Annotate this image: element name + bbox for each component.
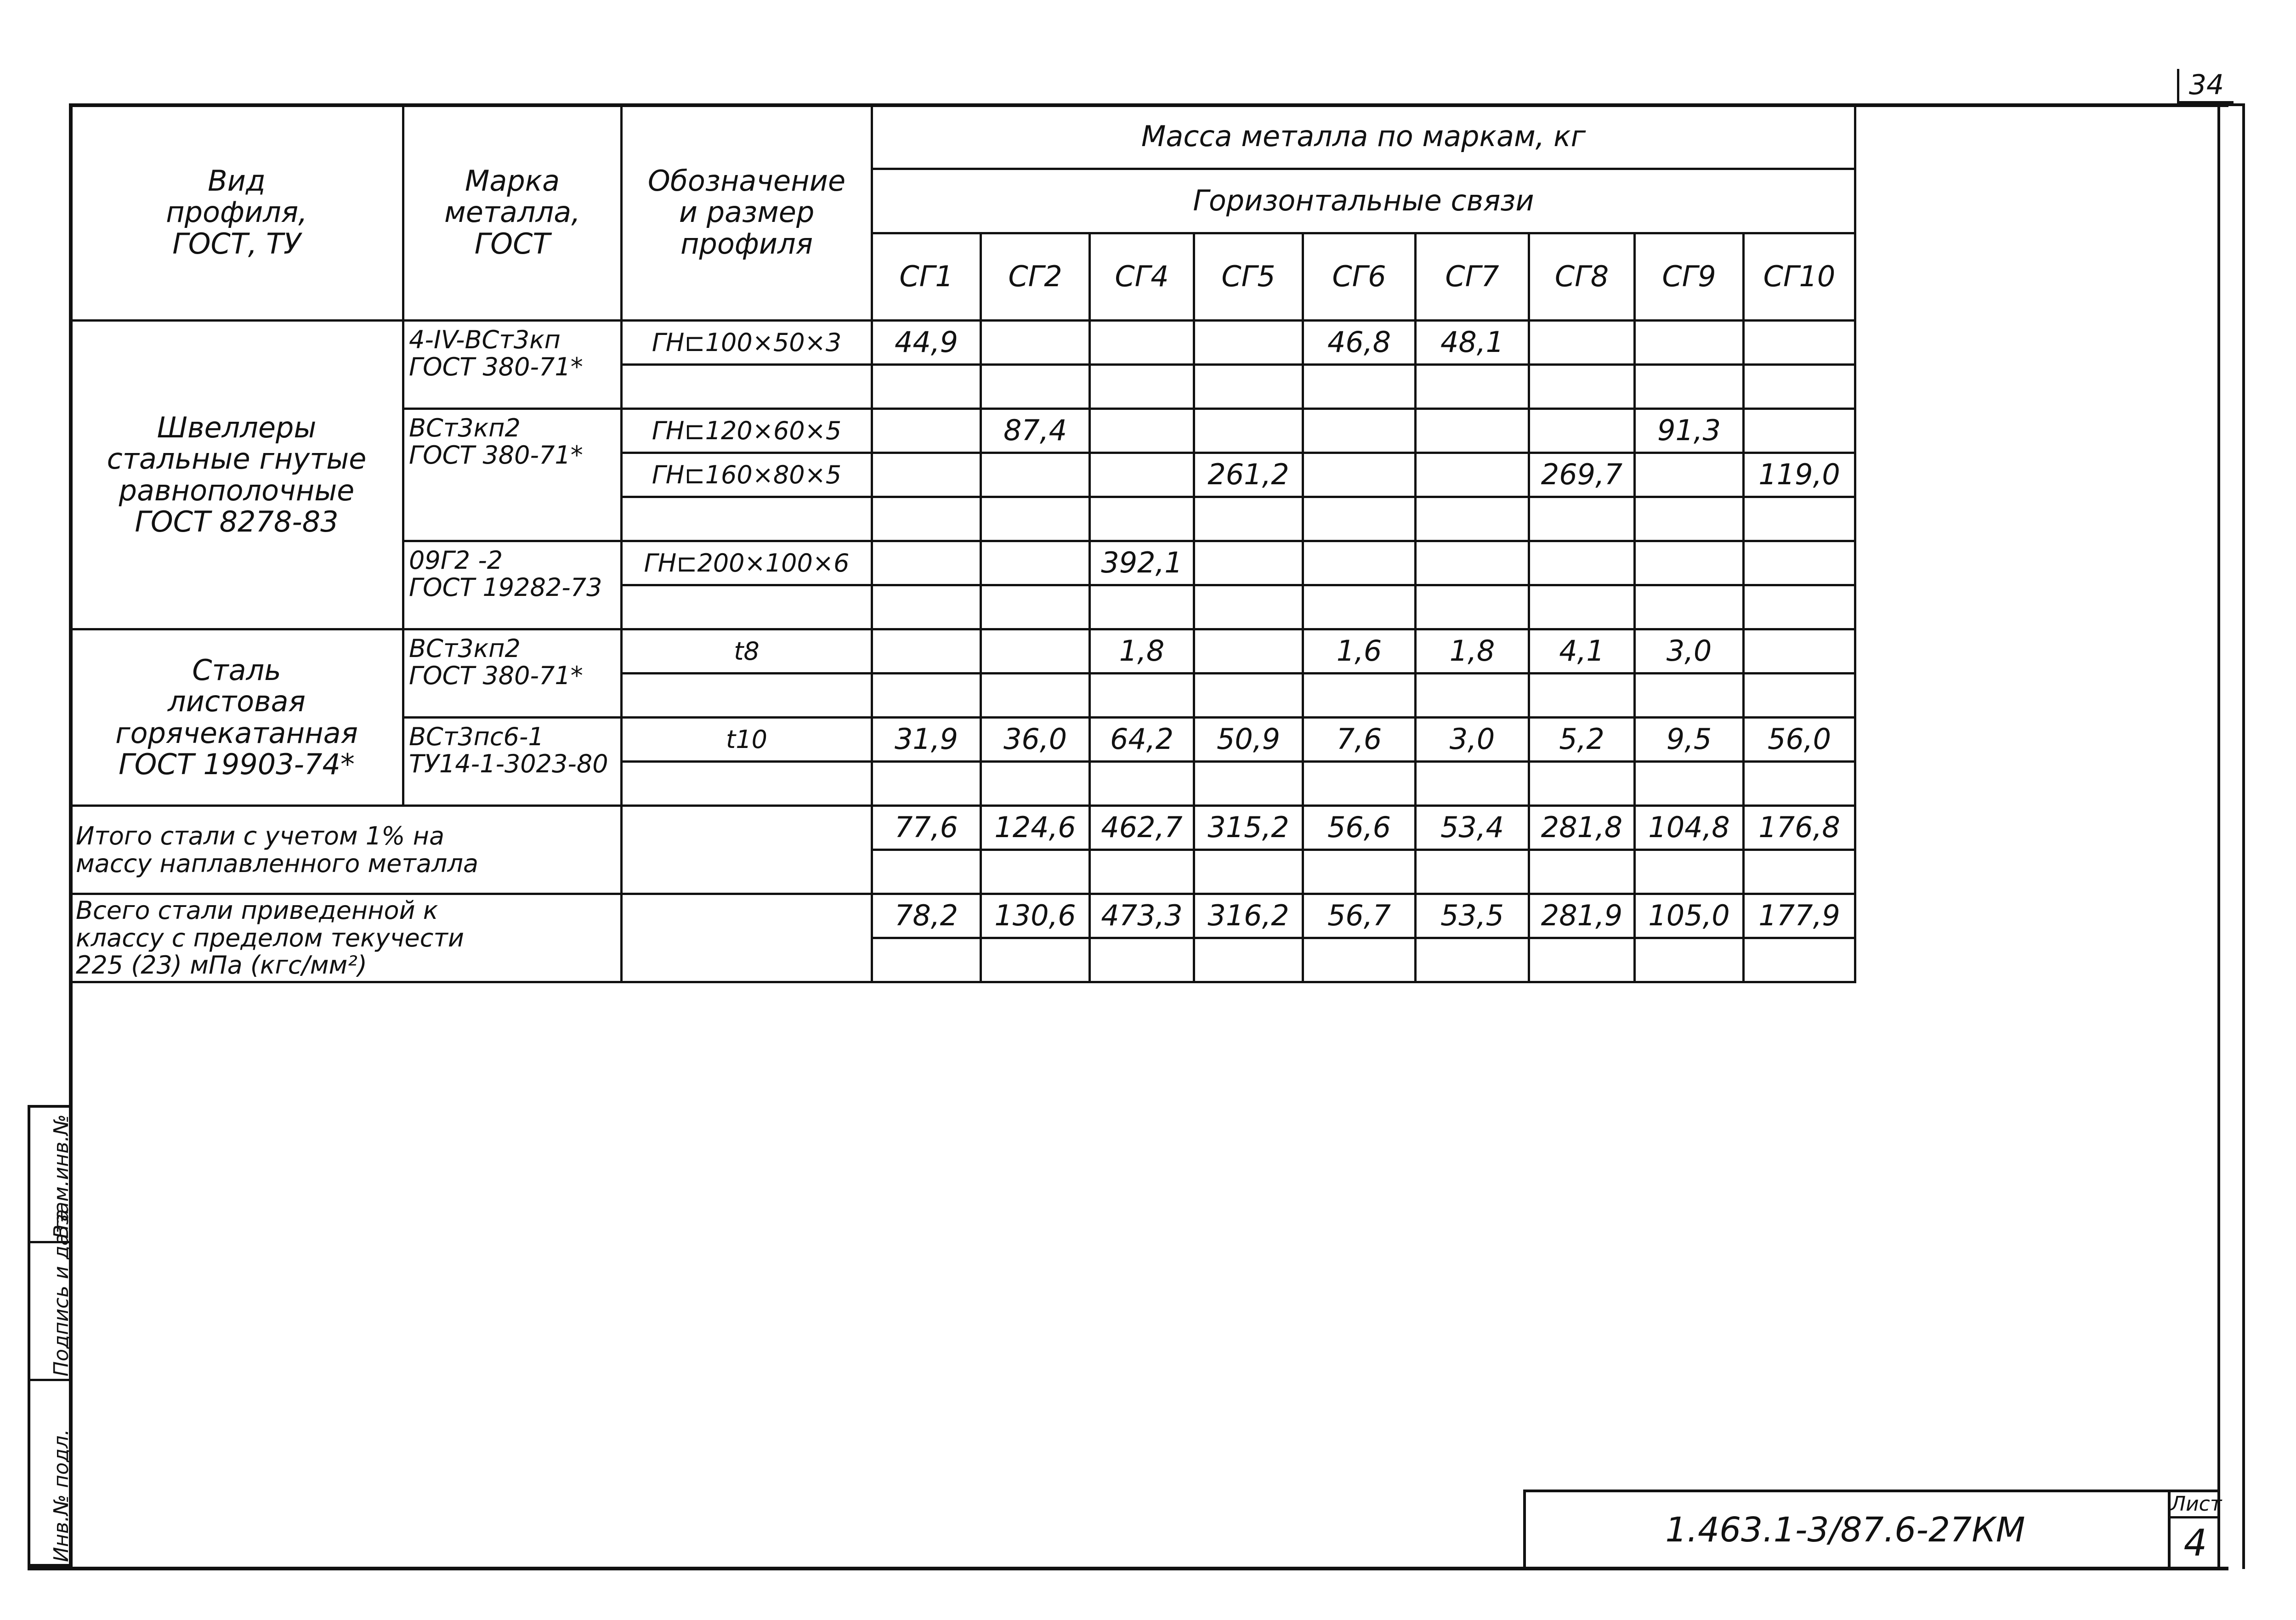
mass-cell: [1194, 365, 1303, 409]
mass-cell: 392,1: [1090, 541, 1194, 585]
mass-cell: [1635, 762, 1744, 806]
mass-cell: [1090, 453, 1194, 497]
grade-cell-line: ГОСТ 380-71*: [409, 441, 583, 470]
profile-cell-line: ГОСТ 8278-83: [135, 504, 339, 538]
mass-cell: [1090, 321, 1194, 365]
profile-cell: [70, 629, 403, 806]
mass-cell: [1529, 674, 1635, 718]
totals-value: 176,8: [1744, 806, 1855, 850]
totals-value: 105,0: [1635, 894, 1744, 938]
side-stamp-strip: [28, 1105, 73, 1567]
totals-value: 281,9: [1529, 894, 1635, 938]
profile-cell-line: равнополочные: [119, 473, 355, 507]
mass-cell: [872, 409, 981, 453]
totals-blank: [1303, 850, 1416, 894]
mass-cell: 3,0: [1416, 718, 1529, 762]
mass-cell: 1,6: [1303, 629, 1416, 674]
mass-cell: 9,5: [1635, 718, 1744, 762]
totals-label-line: Всего стали приведенной к: [76, 896, 438, 925]
mass-cell: [1303, 497, 1416, 541]
totals-value: 124,6: [981, 806, 1090, 850]
totals-value: 177,9: [1744, 894, 1855, 938]
totals-blank: [1744, 938, 1855, 982]
mass-cell: 91,3: [1635, 409, 1744, 453]
totals-value: 53,5: [1416, 894, 1529, 938]
mass-cell: [1090, 497, 1194, 541]
mass-cell: [1194, 321, 1303, 365]
header-grade: [403, 105, 622, 321]
mass-cell: [1303, 365, 1416, 409]
header-mark: СГ8: [1529, 233, 1635, 321]
grade-cell: [403, 409, 622, 541]
totals-value: 316,2: [1194, 894, 1303, 938]
profile-cell-line: горячекатанная: [115, 716, 358, 750]
designation-cell: ГН⊏100×50×3: [622, 321, 872, 365]
totals-label-line: классу с пределом текучести: [76, 923, 465, 952]
totals-value: 104,8: [1635, 806, 1744, 850]
mass-cell: 7,6: [1303, 718, 1416, 762]
mass-cell: [1744, 762, 1855, 806]
header-mark: СГ6: [1303, 233, 1416, 321]
totals-label-line: 225 (23) мПа (кгс/мм²): [76, 951, 367, 980]
mass-cell: [1303, 409, 1416, 453]
totals-blank: [1303, 938, 1416, 982]
mass-cell: [1303, 762, 1416, 806]
mass-cell: 36,0: [981, 718, 1090, 762]
totals-blank: [981, 938, 1090, 982]
totals-value: 473,3: [1090, 894, 1194, 938]
totals-value: 77,6: [872, 806, 981, 850]
grade-cell-line: ГОСТ 380-71*: [409, 352, 583, 382]
totals-blank: [1529, 938, 1635, 982]
metal-mass-table: [69, 103, 1856, 983]
mass-cell: [981, 321, 1090, 365]
mass-cell: [872, 497, 981, 541]
header-profile-line: профиля,: [166, 195, 307, 229]
mass-cell: [1635, 585, 1744, 629]
designation-cell: ГН⊏160×80×5: [622, 453, 872, 497]
header-mark: СГ7: [1416, 233, 1529, 321]
frame-right-border: [2217, 103, 2220, 1569]
totals-blank: [1416, 850, 1529, 894]
totals-blank: [1416, 938, 1529, 982]
mass-cell: [1635, 453, 1744, 497]
totals-label: [70, 806, 622, 894]
mass-cell: [872, 365, 981, 409]
designation-cell: [622, 497, 872, 541]
mass-cell: 3,0: [1635, 629, 1744, 674]
designation-cell: [622, 674, 872, 718]
mass-cell: [1194, 409, 1303, 453]
header-mark: СГ5: [1194, 233, 1303, 321]
totals-blank: [1635, 938, 1744, 982]
mass-cell: [1744, 674, 1855, 718]
header-mark: СГ2: [981, 233, 1090, 321]
totals-blank: [1529, 850, 1635, 894]
mass-cell: [981, 541, 1090, 585]
mass-cell: [872, 541, 981, 585]
profile-cell-line: Сталь: [192, 653, 281, 687]
totals-blank: [1090, 850, 1194, 894]
mass-cell: [1635, 321, 1744, 365]
grade-cell: [403, 629, 622, 718]
designation-cell: t8: [622, 629, 872, 674]
mass-cell: [1416, 409, 1529, 453]
mass-cell: [1529, 585, 1635, 629]
header-mark: СГ4: [1090, 233, 1194, 321]
totals-value: 78,2: [872, 894, 981, 938]
header-grade-line: Марка: [465, 164, 560, 198]
mass-cell: [1090, 674, 1194, 718]
totals-blank: [872, 850, 981, 894]
header-grade-line: ГОСТ: [474, 227, 550, 261]
sheet-label: Лист: [2171, 1492, 2220, 1518]
designation-cell: ГН⊏120×60×5: [622, 409, 872, 453]
totals-blank: [1194, 938, 1303, 982]
header-designation-line: и размер: [679, 195, 815, 229]
grade-cell: [403, 321, 622, 409]
mass-cell: [1529, 762, 1635, 806]
grade-cell-line: 4-IV-ВСт3кп: [409, 325, 561, 354]
mass-cell: [1529, 365, 1635, 409]
mass-cell: [1416, 585, 1529, 629]
mass-cell: [1090, 585, 1194, 629]
table-row: [70, 321, 1855, 365]
mass-cell: [1635, 497, 1744, 541]
profile-cell-line: стальные гнутые: [107, 442, 367, 476]
designation-cell: [622, 365, 872, 409]
mass-cell: 1,8: [1090, 629, 1194, 674]
totals-value: 56,7: [1303, 894, 1416, 938]
header-designation-line: профиля: [680, 227, 813, 261]
grade-cell-line: ГОСТ 19282-73: [409, 573, 602, 602]
mass-cell: [872, 629, 981, 674]
header-row: [70, 105, 1855, 169]
totals-blank: [1635, 850, 1744, 894]
profile-cell-line: листовая: [168, 685, 306, 719]
mass-cell: 46,8: [1303, 321, 1416, 365]
mass-cell: [1744, 409, 1855, 453]
mass-cell: [1529, 541, 1635, 585]
strip-cell-sign-date: [30, 1209, 73, 1381]
totals-blank: [1194, 850, 1303, 894]
mass-cell: 261,2: [1194, 453, 1303, 497]
header-mass-title: Масса металла по маркам, кг: [872, 105, 1855, 169]
mass-cell: 119,0: [1744, 453, 1855, 497]
mass-cell: [1303, 585, 1416, 629]
header-profile-line: Вид: [208, 164, 266, 198]
mass-cell: 56,0: [1744, 718, 1855, 762]
mass-cell: [981, 762, 1090, 806]
designation-cell: ГН⊏200×100×6: [622, 541, 872, 585]
profile-cell: [70, 321, 403, 629]
header-mark: СГ1: [872, 233, 981, 321]
mass-cell: [1194, 585, 1303, 629]
mass-cell: 48,1: [1416, 321, 1529, 365]
mass-cell: 1,8: [1416, 629, 1529, 674]
totals-label-line: массу наплавленного металла: [76, 849, 479, 878]
mass-cell: [1744, 541, 1855, 585]
mass-cell: [1744, 365, 1855, 409]
mass-cell: [872, 674, 981, 718]
mass-cell: 269,7: [1529, 453, 1635, 497]
mass-cell: [1744, 321, 1855, 365]
strip-cell-inv-orig: [30, 1381, 73, 1567]
grade-cell-line: 09Г2 -2: [409, 546, 503, 575]
frame-right-top-border: [2217, 103, 2245, 106]
header-profile: [70, 105, 403, 321]
grade-cell-line: ВСт3кп2: [409, 413, 521, 442]
mass-cell: 4,1: [1529, 629, 1635, 674]
strip-label-sign-date: Подпись и дата: [50, 1209, 73, 1376]
grade-cell: [403, 541, 622, 629]
totals-value: 53,4: [1416, 806, 1529, 850]
frame-right-outer-border: [2242, 103, 2245, 1569]
table-row: [70, 629, 1855, 674]
totals-blank: [1744, 850, 1855, 894]
totals-designation: [622, 894, 872, 982]
mass-cell: [1303, 541, 1416, 585]
header-designation: [622, 105, 872, 321]
header-mark: СГ10: [1744, 233, 1855, 321]
sheet-number: 4: [2183, 1522, 2207, 1564]
mass-cell: [1194, 674, 1303, 718]
grade-cell: [403, 718, 622, 806]
totals-label: [70, 894, 622, 982]
mass-cell: [1416, 497, 1529, 541]
mass-cell: [1744, 497, 1855, 541]
mass-cell: [1194, 762, 1303, 806]
page-number: 34: [2177, 69, 2234, 103]
profile-cell-line: ГОСТ 19903-74*: [119, 747, 355, 781]
mass-cell: 50,9: [1194, 718, 1303, 762]
mass-cell: [1529, 409, 1635, 453]
mass-cell: [1529, 321, 1635, 365]
mass-cell: [1090, 365, 1194, 409]
totals-value: 130,6: [981, 894, 1090, 938]
mass-cell: [1416, 762, 1529, 806]
mass-cell: 44,9: [872, 321, 981, 365]
mass-cell: [1635, 365, 1744, 409]
mass-cell: [981, 453, 1090, 497]
grade-cell-line: ВСт3кп2: [409, 634, 521, 663]
totals-blank: [872, 938, 981, 982]
totals-value: 56,6: [1303, 806, 1416, 850]
mass-cell: [1194, 497, 1303, 541]
mass-cell: [981, 497, 1090, 541]
designation-cell: [622, 762, 872, 806]
totals-row: [70, 894, 1855, 938]
mass-cell: [1090, 409, 1194, 453]
totals-value: 462,7: [1090, 806, 1194, 850]
mass-cell: 31,9: [872, 718, 981, 762]
mass-cell: [1416, 674, 1529, 718]
mass-cell: [1635, 541, 1744, 585]
header-grade-line: металла,: [444, 195, 580, 229]
totals-row: [70, 806, 1855, 850]
mass-cell: [872, 453, 981, 497]
header-designation-line: Обозначение: [647, 164, 846, 198]
header-group-title: Горизонтальные связи: [872, 169, 1855, 233]
mass-cell: [1194, 541, 1303, 585]
designation-cell: [622, 585, 872, 629]
totals-value: 315,2: [1194, 806, 1303, 850]
mass-cell: [1635, 674, 1744, 718]
mass-cell: [1529, 497, 1635, 541]
mass-cell: [981, 629, 1090, 674]
totals-blank: [1090, 938, 1194, 982]
mass-cell: [1303, 453, 1416, 497]
mass-cell: [1416, 453, 1529, 497]
profile-cell-line: Швеллеры: [157, 411, 317, 445]
mass-cell: [1744, 629, 1855, 674]
mass-cell: [1090, 762, 1194, 806]
mass-cell: 5,2: [1529, 718, 1635, 762]
mass-cell: 64,2: [1090, 718, 1194, 762]
mass-cell: 87,4: [981, 409, 1090, 453]
mass-cell: [1303, 674, 1416, 718]
mass-cell: [981, 674, 1090, 718]
mass-cell: [872, 585, 981, 629]
totals-designation: [622, 806, 872, 894]
document-code: 1.463.1-3/87.6-27КМ: [1665, 1510, 2025, 1550]
header-mark: СГ9: [1635, 233, 1744, 321]
header-profile-line: ГОСТ, ТУ: [172, 227, 301, 261]
mass-cell: [1744, 585, 1855, 629]
mass-cell: [872, 762, 981, 806]
mass-cell: [981, 585, 1090, 629]
totals-value: 281,8: [1529, 806, 1635, 850]
mass-cell: [1194, 629, 1303, 674]
designation-cell: t10: [622, 718, 872, 762]
grade-cell-line: ТУ14-1-3023-80: [409, 749, 608, 779]
totals-label-line: Итого стали с учетом 1% на: [76, 821, 445, 851]
mass-cell: [981, 365, 1090, 409]
sheet-box: [2168, 1492, 2220, 1568]
grade-cell-line: ГОСТ 380-71*: [409, 661, 583, 691]
strip-label-replace-inv: Взам.инв.№: [50, 1114, 73, 1239]
grade-cell-line: ВСт3пс6-1: [409, 722, 544, 751]
strip-label-inv-orig: Инв.№ подл.: [50, 1429, 73, 1562]
mass-cell: [1416, 365, 1529, 409]
totals-blank: [981, 850, 1090, 894]
mass-cell: [1416, 541, 1529, 585]
title-block: [1523, 1490, 2222, 1568]
